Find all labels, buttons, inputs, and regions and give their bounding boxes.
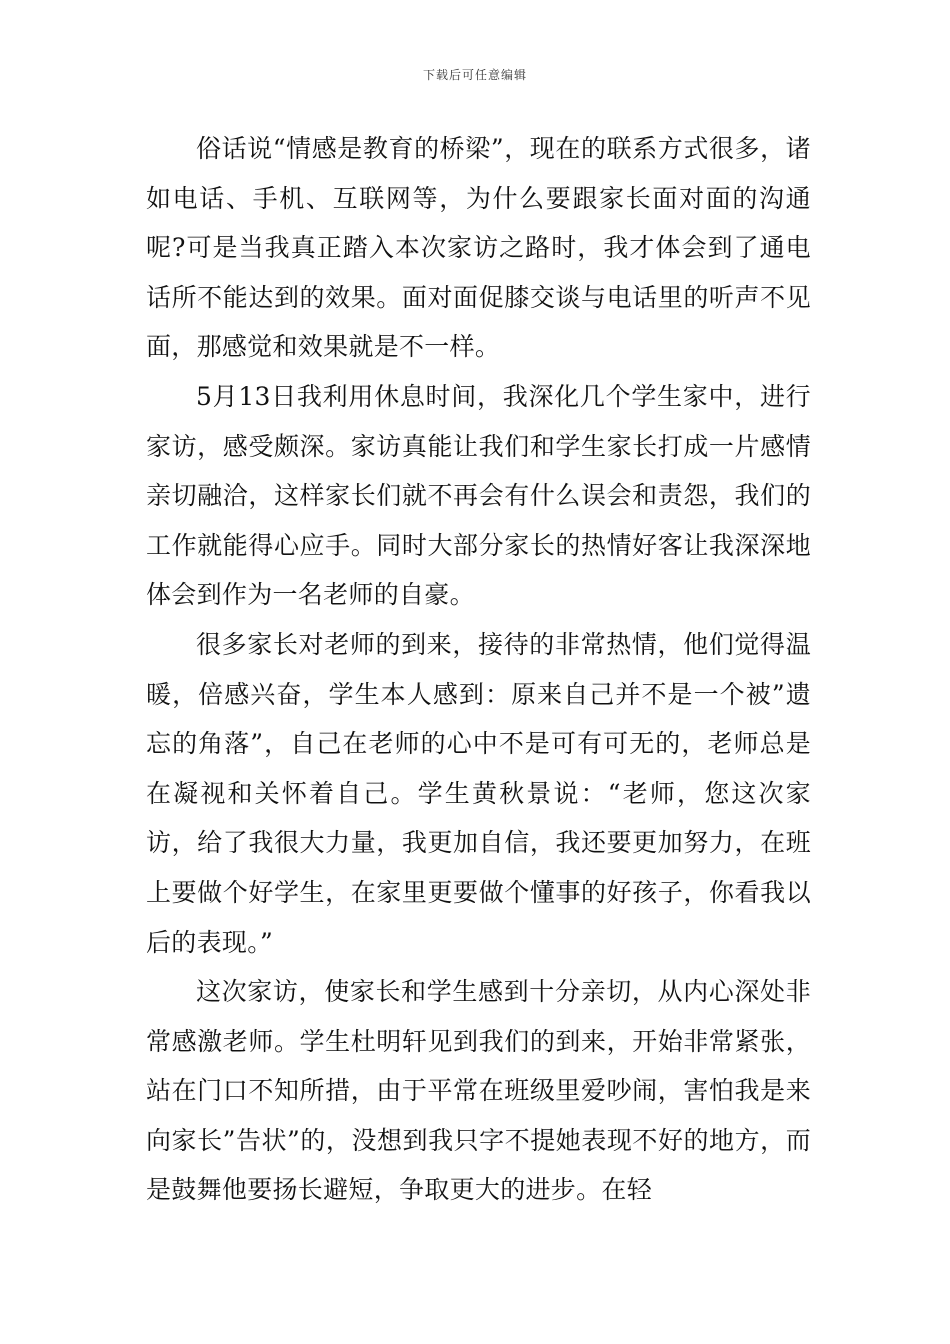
paragraph-1: 俗话说“情感是教育的桥梁”，现在的联系方式很多，诸如电话、手机、互联网等，为什么要跟家长面对面的沟通呢?可是当我真正踏入本次家访之路时，我才体会到了通电话所不能达到的效果。面对面促膝交谈与电话里的听声不见面，那感觉和效果就是不一样。	[146, 134, 811, 362]
page-header: 下载后可任意编辑	[422, 68, 527, 82]
document-body	[146, 124, 811, 1215]
paragraph-3: 很多家长对老师的到来，接待的非常热情，他们觉得温暖，倍感兴奋，学生本人感到：原来自己并不是一个被”遗忘的角落”，自己在老师的心中不是可有可无的，老师总是在凝视和关怀着自己。学生黄秋景说：“老师，您这次家访，给了我很大力量，我更加自信，我还要更加努力，在班上要做个好学生，在家里更要做个懂事的好孩子，你看我以后的表现。”	[146, 629, 811, 957]
paragraph-2: 5月13日我利用休息时间，我深化几个学生家中，进行家访，感受颇深。家访真能让我们和学生家长打成一片感情亲切融洽，这样家长们就不再会有什么误会和责怨，我们的工作就能得心应手。同时大部分家长的热情好客让我深深地体会到作为一名老师的自豪。	[146, 381, 811, 610]
paragraph-4: 这次家访，使家长和学生感到十分亲切，从内心深处非常感激老师。学生杜明轩见到我们的到来，开始非常紧张，站在门口不知所措，由于平常在班级里爱吵闹，害怕我是来向家长”告状”的，没想到我只字不提她表现不好的地方，而是鼓舞他要扬长避短，争取更大的进步。在轻	[146, 977, 811, 1205]
